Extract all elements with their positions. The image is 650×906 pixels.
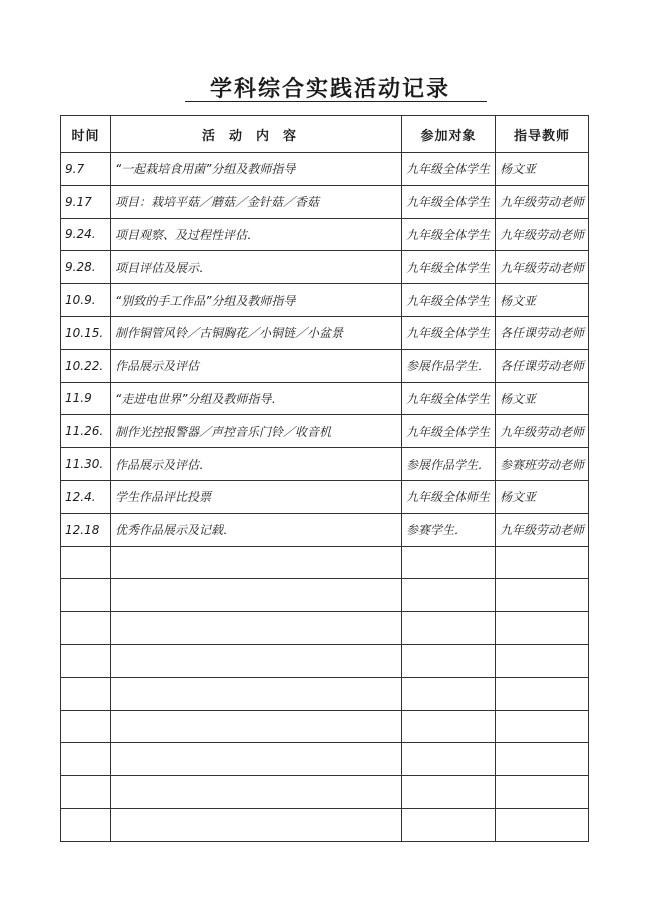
cell-content: 优秀作品展示及记载． — [111, 513, 402, 546]
cell-teacher: 杨文亚 — [496, 382, 589, 415]
table-row — [61, 349, 589, 382]
cell-date — [61, 743, 111, 776]
cell-content: 制作铜管风铃／古铜胸花／小铜链／小盆景 — [111, 316, 402, 349]
cell-participants — [402, 776, 496, 809]
cell-date — [61, 710, 111, 743]
table-row — [61, 316, 589, 349]
cell-date — [61, 677, 111, 710]
cell-content — [111, 808, 402, 841]
cell-participants — [402, 710, 496, 743]
cell-participants: 九年级全体学生 — [402, 415, 496, 448]
table-row — [61, 251, 589, 284]
cell-content: “别致的手工作品”分组及教师指导 — [111, 284, 402, 317]
table-body — [61, 153, 589, 842]
cell-date — [61, 808, 111, 841]
cell-teacher — [496, 677, 589, 710]
cell-date: 10.9. — [61, 284, 111, 317]
cell-teacher: 杨文亚 — [496, 284, 589, 317]
table-row — [61, 677, 589, 710]
cell-teacher: 各任课劳动老师 — [496, 316, 589, 349]
cell-teacher — [496, 743, 589, 776]
column-header-teacher: 指导教师 — [496, 116, 589, 153]
cell-participants: 九年级全体学生 — [402, 382, 496, 415]
cell-date — [61, 579, 111, 612]
cell-participants — [402, 546, 496, 579]
cell-content: 项目：栽培平菇／蘑菇／金针菇／香菇 — [111, 185, 402, 218]
cell-date: 11.9 — [61, 382, 111, 415]
cell-participants: 参展作品学生． — [402, 448, 496, 481]
cell-content — [111, 677, 402, 710]
cell-teacher: 九年级劳动老师 — [496, 185, 589, 218]
cell-participants — [402, 677, 496, 710]
cell-participants: 九年级全体学生 — [402, 185, 496, 218]
cell-participants — [402, 808, 496, 841]
cell-date: 12.18 — [61, 513, 111, 546]
cell-content: 制作光控报警器／声控音乐门铃／收音机 — [111, 415, 402, 448]
cell-participants: 九年级全体学生 — [402, 316, 496, 349]
cell-teacher — [496, 710, 589, 743]
table-row — [61, 808, 589, 841]
cell-content: 作品展示及评估． — [111, 448, 402, 481]
cell-date: 9.28. — [61, 251, 111, 284]
table-row — [61, 218, 589, 251]
cell-date — [61, 612, 111, 645]
cell-date — [61, 776, 111, 809]
cell-content: 作品展示及评估 — [111, 349, 402, 382]
cell-teacher: 九年级劳动老师 — [496, 415, 589, 448]
cell-date: 10.22. — [61, 349, 111, 382]
cell-content — [111, 710, 402, 743]
table-row — [61, 513, 589, 546]
cell-date: 12.4. — [61, 480, 111, 513]
table-row — [61, 743, 589, 776]
cell-participants: 九年级全体学生 — [402, 284, 496, 317]
cell-date: 11.30. — [61, 448, 111, 481]
table-row — [61, 710, 589, 743]
table-row — [61, 415, 589, 448]
cell-date: 11.26. — [61, 415, 111, 448]
cell-date: 9.24. — [61, 218, 111, 251]
table-row — [61, 776, 589, 809]
cell-participants: 九年级全体学生 — [402, 153, 496, 186]
title-underline — [185, 101, 487, 102]
cell-teacher — [496, 776, 589, 809]
cell-date: 9.7 — [61, 153, 111, 186]
cell-teacher — [496, 612, 589, 645]
table-header-row — [61, 116, 589, 153]
table-row — [61, 480, 589, 513]
cell-teacher: 杨文亚 — [496, 480, 589, 513]
cell-participants: 参展作品学生． — [402, 349, 496, 382]
cell-participants: 九年级全体学生 — [402, 218, 496, 251]
cell-teacher — [496, 579, 589, 612]
cell-content: “走进电世界”分组及教师指导． — [111, 382, 402, 415]
cell-content: 项目评估及展示． — [111, 251, 402, 284]
table-row — [61, 448, 589, 481]
cell-teacher — [496, 644, 589, 677]
cell-teacher: 各任课劳动老师 — [496, 349, 589, 382]
cell-date — [61, 644, 111, 677]
column-header-content: 活动内容 — [111, 116, 402, 153]
cell-teacher — [496, 808, 589, 841]
cell-participants: 参赛学生． — [402, 513, 496, 546]
cell-content — [111, 612, 402, 645]
cell-teacher: 参赛班劳动老师 — [496, 448, 589, 481]
table-row — [61, 644, 589, 677]
table-row — [61, 153, 589, 186]
cell-date: 9.17 — [61, 185, 111, 218]
cell-teacher: 九年级劳动老师 — [496, 218, 589, 251]
cell-content: “一起栽培食用菌”分组及教师指导 — [111, 153, 402, 186]
cell-participants — [402, 644, 496, 677]
table-row — [61, 579, 589, 612]
cell-participants — [402, 579, 496, 612]
cell-participants — [402, 743, 496, 776]
cell-teacher: 杨文亚 — [496, 153, 589, 186]
cell-content: 项目观察、及过程性评估． — [111, 218, 402, 251]
table-row — [61, 612, 589, 645]
cell-participants: 九年级全体师生 — [402, 480, 496, 513]
cell-content — [111, 776, 402, 809]
cell-participants — [402, 612, 496, 645]
cell-content: 学生作品评比投票 — [111, 480, 402, 513]
page-title: 学科综合实践活动记录 — [209, 76, 450, 102]
cell-participants: 九年级全体学生 — [402, 251, 496, 284]
cell-content — [111, 579, 402, 612]
table-row — [61, 284, 589, 317]
cell-teacher: 九年级劳动老师 — [496, 513, 589, 546]
column-header-date: 时间 — [61, 116, 111, 153]
table-row — [61, 382, 589, 415]
cell-content — [111, 546, 402, 579]
activity-record-table — [60, 115, 589, 842]
cell-content — [111, 743, 402, 776]
cell-date — [61, 546, 111, 579]
column-header-participants: 参加对象 — [402, 116, 496, 153]
table-row — [61, 185, 589, 218]
table-row — [61, 546, 589, 579]
cell-content — [111, 644, 402, 677]
cell-teacher: 九年级劳动老师 — [496, 251, 589, 284]
cell-date: 10.15. — [61, 316, 111, 349]
cell-teacher — [496, 546, 589, 579]
